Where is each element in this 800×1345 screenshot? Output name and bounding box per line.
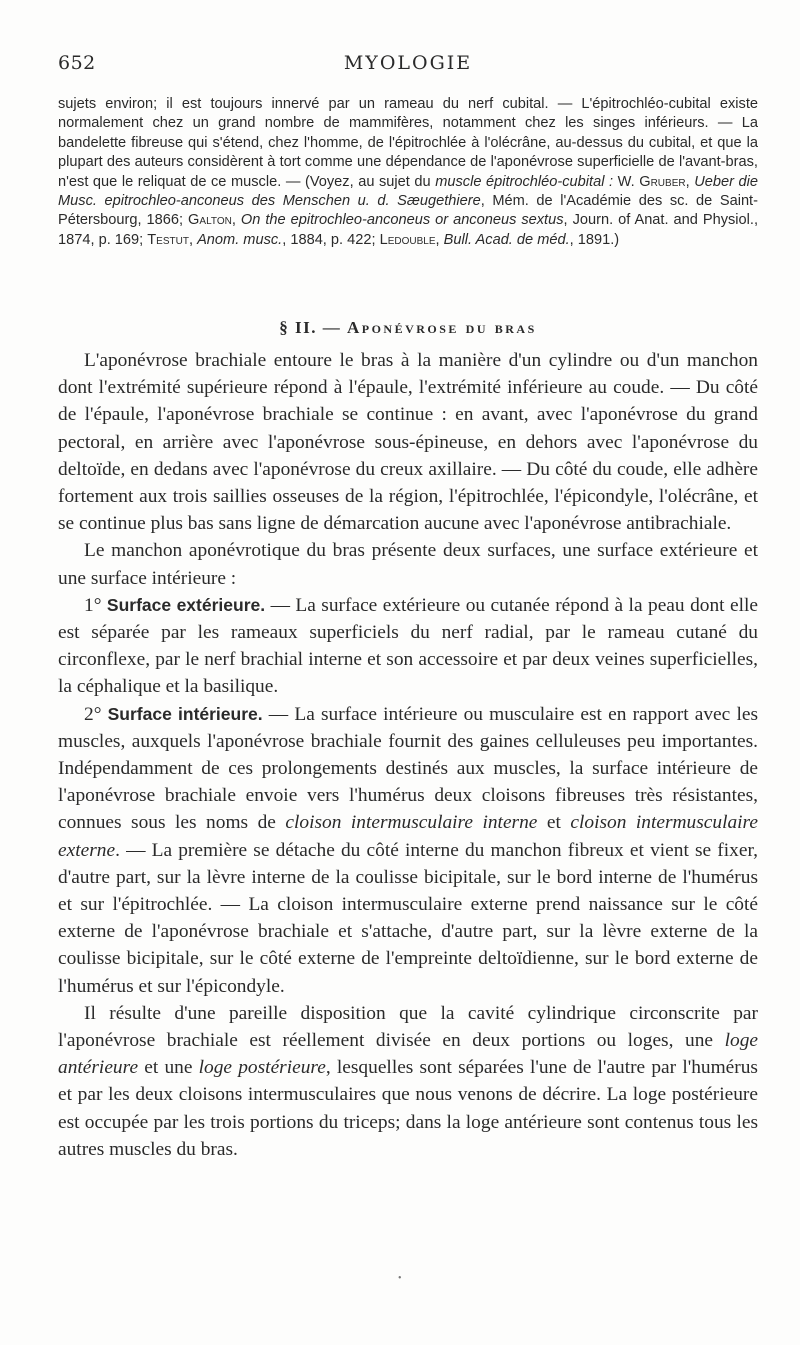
main-text: [58, 347, 758, 1163]
paragraph-text: . — La première se détache du côté interne du manchon fibreux et vient se fixer, d'autre part, sur la lèvre interne de la coulisse bicipitale, sur le bord interne de l'humérus et sur l'épitrochlée. — La cloison intermusculaire externe prend naissance sur le côté externe de l'aponévrose brachiale et s'attache, d'autre part, sur la lèvre externe de la coulisse bicipitale, sur le côté externe de l'empreinte deltoïdienne, sur le bord externe de l'humérus et sur l'épicondyle.: [58, 839, 758, 997]
note-text: ,: [435, 231, 444, 248]
paragraph: L'aponévrose brachiale entoure le bras à la manière d'un cylindre ou d'un manchon dont l'extrémité supérieure répond à l'épaule, l'extrémité inférieure au coude. — Du côté de l'épaule, l'aponévrose brachiale se continue : en avant, avec l'aponévrose du grand pectoral, en arrière avec l'aponévrose sous-épineuse, en dehors avec l'aponévrose du deltoïde, en dedans avec l'aponévrose du creux axillaire. — Du côté du coude, elle adhère fortement aux trois saillies osseuses de la région, l'épitrochlée, l'épicondyle, l'olécrâne, et se continue plus bas sans ligne de démarcation aucune avec l'aponévrose antibrachiale.: [58, 350, 758, 535]
note-text: ,: [685, 173, 695, 190]
section-heading: [58, 318, 758, 338]
italic-term: loge postérieure: [198, 1057, 326, 1079]
subheading: Surface intérieure.: [107, 703, 263, 724]
paragraph: [58, 701, 758, 1000]
footnote-block: [58, 95, 758, 250]
list-number: 1°: [84, 594, 107, 616]
paragraph-text: — La surface intérieure ou musculaire est en rapport avec les muscles, auxquels l'aponévrose brachiale fournit des gaines celluleuses peu importantes. Indépendamment de ces prolongements destinés aux muscles, la surface intérieure de l'aponévrose brachiale envoie vers l'humérus deux cloisons fibreuses très résistantes, connues sous les noms de: [58, 703, 758, 834]
subheading: Surface extérieure.: [106, 594, 266, 615]
note-author: Gruber: [639, 173, 686, 190]
note-text: , 1884, p. 422;: [282, 231, 380, 248]
page-number: 652: [58, 52, 96, 74]
note-text: , Journ. of Anat. and Physiol., 1874, p. 169;: [58, 212, 758, 248]
note-italic: Bull. Acad. de méd.: [443, 231, 570, 248]
note-text: sujets environ; il est toujours innervé par un rameau du nerf cubital. — L'épitrochléo-cubital existe normalement chez un grand nombre de mammifères, notamment chez les singes inférieurs. — La bandelette fibreuse qui s'étend, chez l'homme, de l'épitrochlée à l'olécrâne, au-dessus du cubital, et que la plupart des auteurs considèrent à tort comme une dépendance de l'aponévrose superficielle de l'avant-bras, n'est que le reliquat de ce muscle. — (Voyez, au sujet du: [58, 96, 758, 190]
note-author: Ledouble: [379, 231, 436, 248]
note-author: Galton: [188, 212, 232, 229]
paragraph-text: Il résulte d'une pareille disposition que la cavité cylindrique circonscrite par l'aponévrose brachiale est réellement divisée en deux portions ou loges, une: [58, 1002, 758, 1052]
italic-term: cloison intermusculaire externe: [58, 812, 758, 861]
running-title: MYOLOGIE: [343, 52, 473, 74]
note-italic: muscle épitrochléo-cubital :: [435, 173, 614, 190]
note-text: , 1891.): [569, 231, 620, 248]
italic-term: cloison intermusculaire interne: [285, 812, 538, 834]
running-head: [58, 52, 758, 78]
paragraph: Le manchon aponévrotique du bras présente deux surfaces, une surface extérieure et une surface intérieure :: [58, 540, 758, 589]
paragraph-text: et: [537, 812, 571, 834]
paragraph-text: — La surface extérieure ou cutanée répond à la peau dont elle est séparée par les rameaux superficiels du nerf radial, par le rameau cutané du circonflexe, par le nerf brachial interne et son accessoire et par deux veines superficielles, la céphalique et la basilique.: [58, 594, 758, 698]
note-author: Testut: [147, 231, 189, 248]
paragraph: [58, 1000, 758, 1163]
note-text: , Mém. de l'Académie des sc. de Saint-Pétersbourg, 1866;: [58, 193, 758, 229]
note-text: ,: [188, 231, 198, 248]
note-italic: On the epitrochleo-anconeus or anconeus sextus: [240, 212, 564, 229]
section-number: § II. —: [279, 318, 347, 337]
note-text: ,: [231, 212, 241, 229]
paragraph-text: et une: [138, 1057, 199, 1079]
footer-mark: •: [398, 1273, 402, 1284]
note-italic: Anom. musc.: [197, 231, 283, 248]
note-italic: Ueber die Musc. epitrochleo-anconeus des Menschen u. d. Sæugethiere: [58, 173, 759, 210]
section-title: Aponévrose du bras: [346, 318, 537, 337]
paragraph: [58, 592, 758, 701]
list-number: 2°: [84, 703, 108, 725]
italic-term: loge antérieure: [58, 1030, 758, 1079]
note-text: W.: [613, 173, 640, 190]
paragraph-text: , lesquelles sont séparées l'une de l'autre par l'humérus et par les deux cloisons intermusculaires que nous venons de décrire. La loge postérieure est occupée par les trois portions du triceps; dans la loge antérieure sont contenus tous les autres muscles du bras.: [58, 1057, 758, 1160]
